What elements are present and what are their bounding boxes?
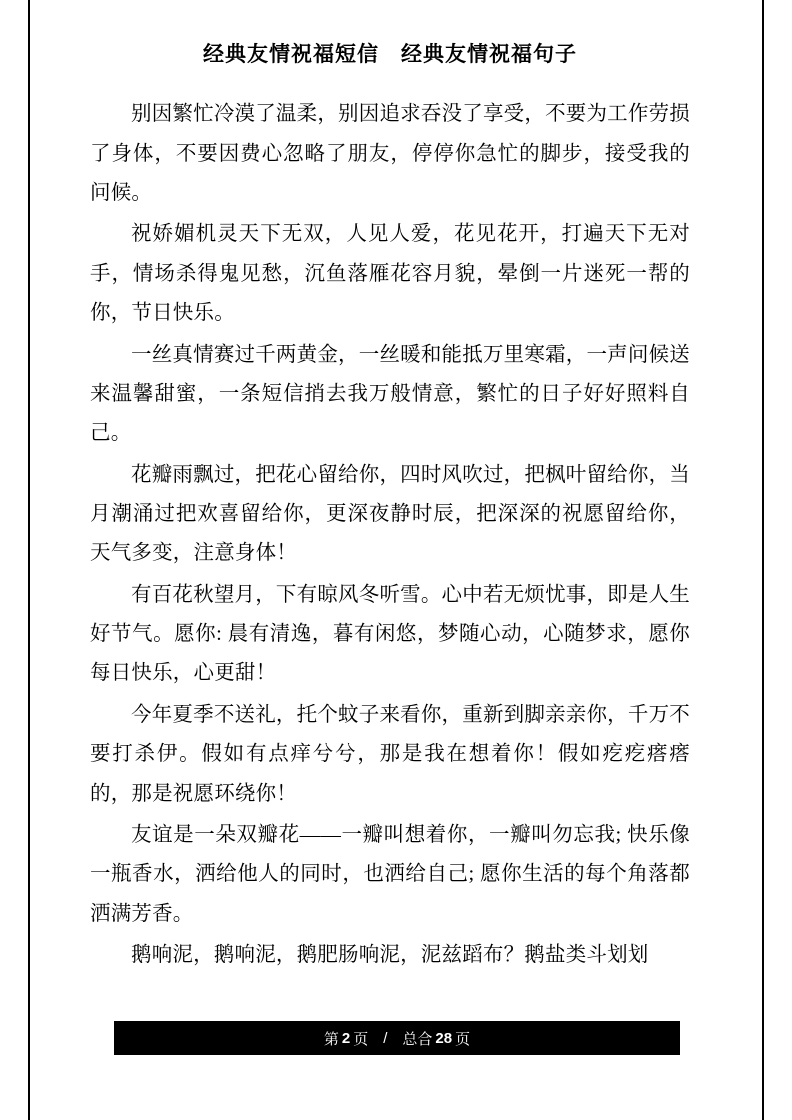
page-border-right (762, 0, 764, 1120)
paragraph: 有百花秋望月，下有晾风冬听雪。心中若无烦忧事，即是人生好节气。愿你: 晨有清逸，暮有闲悠，梦随心动，心随梦求，愿你每日快乐，心更甜！ (90, 583, 690, 685)
page-title: 经典友情祝福短信 经典友情祝福句子 (203, 42, 577, 66)
paragraph: 今年夏季不送礼，托个蚊子来看你，重新到脚亲亲你，千万不要打杀伊。假如有点痒兮兮，那是我在想着你！假如疙疙瘩瘩的，那是祝愿环绕你！ (90, 703, 690, 805)
footer-page-prefix: 第 (323, 1030, 339, 1048)
paragraph: 鹅响泥，鹅响泥，鹅肥肠响泥，泥兹蹈布？鹅盐类斗划划 (131, 943, 649, 966)
paragraph: 花瓣雨飘过，把花心留给你，四时风吹过，把枫叶留给你，当月潮涌过把欢喜留给你，更深夜静时辰，把深深的祝愿留给你，天气多变，注意身体！ (90, 463, 690, 565)
paragraph: 祝娇媚机灵天下无双，人见人爱，花见花开，打遍天下无对手，情场杀得鬼见愁，沉鱼落雁花容月貌，晕倒一片迷死一帮的你，节日快乐。 (90, 223, 690, 325)
paragraph: 友谊是一朵双瓣花——一瓣叫想着你，一瓣叫勿忘我; 快乐像一瓶香水，洒给他人的同时，也洒给自己; 愿你生活的每个角落都洒满芳香。 (90, 823, 690, 925)
paragraph: 一丝真情赛过千两黄金，一丝暖和能抵万里寒霜，一声问候送来温馨甜蜜，一条短信捎去我万般情意，繁忙的日子好好照料自己。 (90, 343, 690, 445)
footer-total-number: 28 (435, 1029, 453, 1047)
footer-separator: / (383, 1029, 388, 1047)
footer-total-suffix: 页 (455, 1030, 471, 1048)
footer-page-suffix: 页 (353, 1030, 369, 1048)
footer-total-prefix: 总合 (402, 1030, 433, 1048)
document-body (90, 40, 690, 977)
footer-page-number: 2 (341, 1029, 351, 1047)
page-border-left (28, 0, 30, 1120)
paragraph: 别因繁忙冷漠了温柔，别因追求吞没了享受，不要为工作劳损了身体，不要因费心忽略了朋友，停停你急忙的脚步，接受我的问候。 (90, 103, 690, 205)
page-footer (114, 1021, 680, 1055)
